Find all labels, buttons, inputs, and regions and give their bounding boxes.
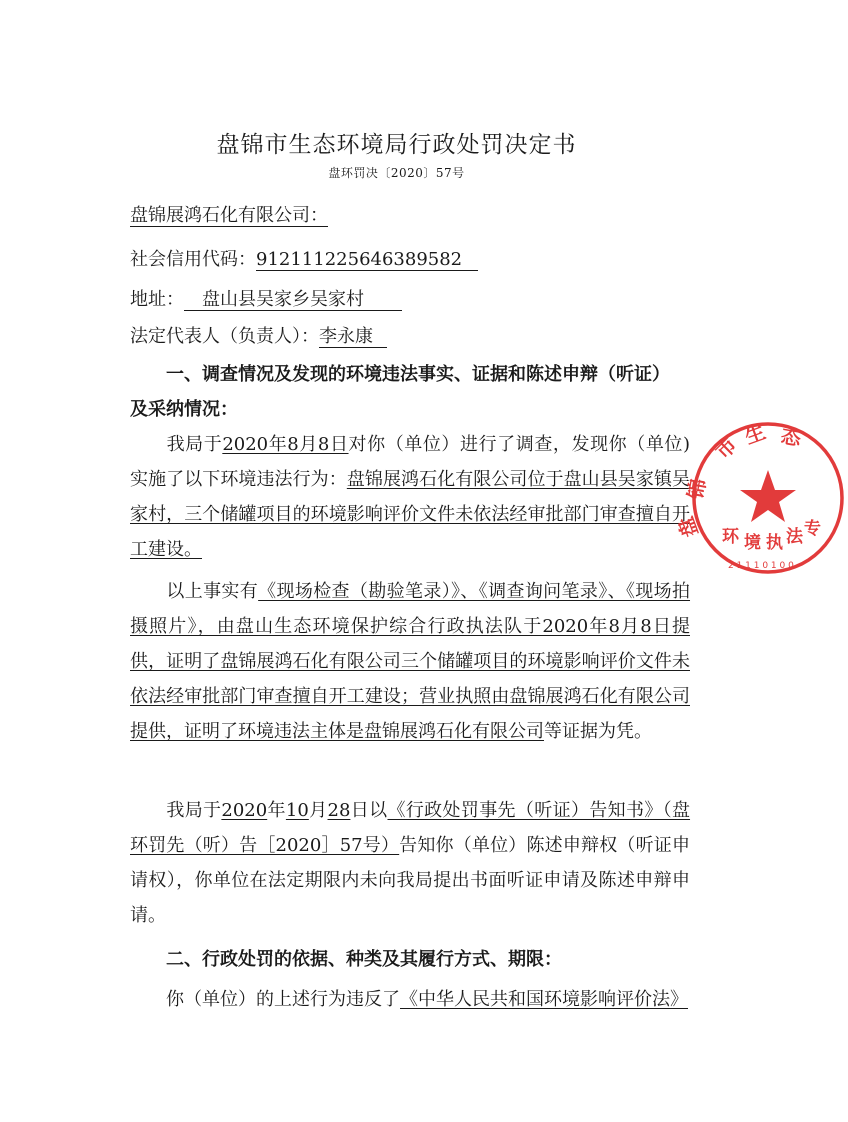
legal-rep-label: 法定代表人（负责人）： <box>130 326 319 347</box>
svg-text:法: 法 <box>786 527 803 547</box>
evidence-list: 《现场检查（勘验笔录）》、《调查询问笔录》、《现场拍摄照片》，由盘山生态环境保护综合行政执法队于2020年8月8日提供，证明了盘锦展鸿石化有限公司三个储罐项目的环境影响评价文件未依法经审批部门审查擅自开工建设；营业执照由盘锦展鸿石化有限公司提供，证明了环境违法主体是盘锦展鸿石化有限公司 <box>130 581 691 742</box>
investigation-date: 2020年8月8日 <box>222 434 349 455</box>
svg-text:锦: 锦 <box>683 477 711 501</box>
svg-text:环: 环 <box>722 527 739 547</box>
address-label: 地址： <box>130 289 184 310</box>
violation-description: 盘锦展鸿石化有限公司位于盘山县吴家镇吴家村，三个储罐项目的环境影响评价文件未依法经审批部门审查擅自开工建设。 <box>130 469 691 560</box>
paragraph-legal-basis: 你（单位）的上述行为违反了《中华人民共和国环境影响评价法》 <box>166 989 688 1010</box>
paragraph-notice: 我局于2020年10月28日以《行政处罚事先（听证）告知书》（盘环罚先（听）告［2020］57号）告知你（单位）陈述申辩权（听证申请权），你单位在法定期限内未向我局提出书面听证申请及陈述申辩申请。 <box>130 800 691 926</box>
credit-code-value: 912111225646389582 <box>256 250 478 271</box>
address-line <box>130 285 402 311</box>
svg-text:市: 市 <box>710 432 742 464</box>
svg-text:境: 境 <box>744 533 761 553</box>
legal-rep-line <box>130 322 387 348</box>
credit-code-line <box>130 245 478 271</box>
svg-text:态: 态 <box>779 423 803 451</box>
paragraph-evidence: 以上事实有《现场检查（勘验笔录）》、《调查询问笔录》、《现场拍摄照片》，由盘山生态环境保护综合行政执法队于2020年8月8日提供，证明了盘锦展鸿石化有限公司三个储罐项目的环境影响评价文件未依法经审批部门审查擅自开工建设；营业执照由盘锦展鸿石化有限公司提供，证明了环境违法主体是盘锦展鸿石化有限公司等证据为凭。 <box>130 581 691 742</box>
svg-text:2 1 1 1 0 1 0 0: 2 1 1 1 0 1 0 0 <box>728 561 794 571</box>
law-reference: 《中华人民共和国环境影响评价法》 <box>400 989 688 1010</box>
section-1-heading: 一、调查情况及发现的环境违法事实、证据和陈述申辩（听证） 及采纳情况： <box>130 364 670 420</box>
party-name: 盘锦展鸿石化有限公司： <box>130 205 328 226</box>
party-name-line <box>130 205 328 227</box>
svg-text:盘: 盘 <box>673 513 703 541</box>
document-number: 盘环罚决〔2020〕57号 <box>328 166 465 180</box>
paragraph-investigation: 我局于2020年8月8日对你（单位）进行了调查，发现你（单位)实施了以下环境违法行为：盘锦展鸿石化有限公司位于盘山县吴家镇吴家村，三个储罐项目的环境影响评价文件未依法经审批部门审查擅自开工建设。 <box>130 434 691 560</box>
svg-text:生: 生 <box>741 419 769 449</box>
document-title: 盘锦市生态环境局行政处罚决定书 <box>216 132 577 158</box>
credit-code-label: 社会信用代码： <box>130 249 256 270</box>
svg-text:执: 执 <box>766 533 783 553</box>
official-seal-icon <box>673 418 848 578</box>
notice-reference: 《行政处罚事先（听证）告知书》（盘环罚先（听）告［2020］57号） <box>130 800 691 856</box>
svg-text:专: 专 <box>804 519 821 539</box>
legal-rep-value: 李永康 <box>319 327 387 348</box>
address-value: 盘山县吴家乡吴家村 <box>184 290 402 311</box>
section-2-heading: 二、行政处罚的依据、种类及其履行方式、期限： <box>166 949 562 970</box>
